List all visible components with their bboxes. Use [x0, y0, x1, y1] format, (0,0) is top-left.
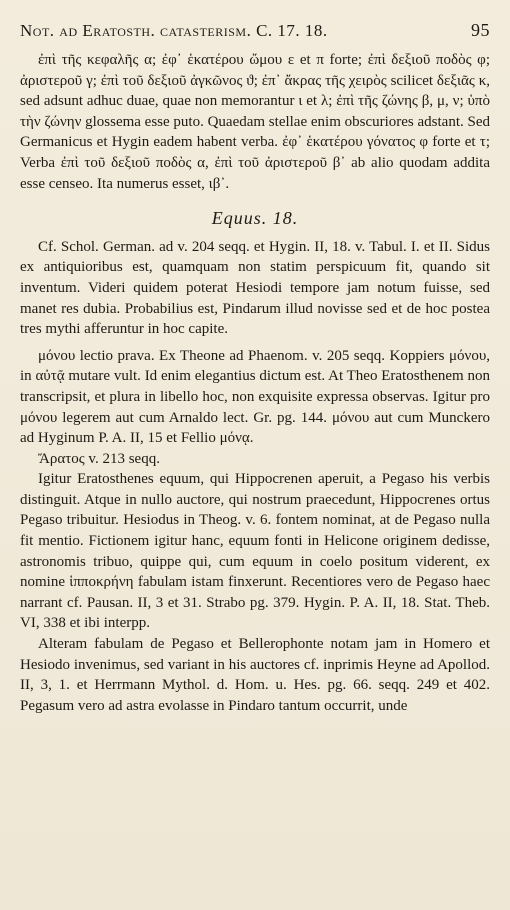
paragraph-eratosthenes: Igitur Eratosthenes equum, qui Hippocrenen aperuit, a Pegaso his verbis distinguit. Atque in nullo auctore, qui nostrum praecedunt, Hippocrenes ortus Pegaso tribuitur. Hesiodus in Theog. v. 6. fontem nominat, at de Pegaso nulla fit mentio. Fictionem igitur hanc, equum fonti in Helicone originem dedisse, astronomis tribuo, quippe qui, cum equum in coelo positum viderent, ex nomine ἱπποκρήνη fabulam istam finxerunt. Recentiores vero de Pegaso haec narrant cf. Pausan. II, 3 et 31. Strabo pg. 379. Hygin. P. A. II, 18. Stat. Theb. VI, 338 et ibi interpp.	[20, 471, 490, 632]
page-number: 95	[471, 20, 490, 40]
section-title: Equus. 18.	[211, 208, 299, 229]
body-text	[20, 50, 490, 716]
running-title: Not. ad Eratosth. catasterism. C. 17. 18.	[20, 21, 328, 40]
paragraph-stars-list: ἐπὶ τῆς κεφαλῆς α; ἐφ᾽ ἑκατέρου ὤμου ε et π forte; ἐπὶ δεξιοῦ ποδὸς φ; ἀριστεροῦ γ; ἐπὶ τοῦ δεξιοῦ ἀγκῶνος ϑ; ἐπ᾽ ἄκρας τῆς χειρὸς scilicet δεξιᾶς κ, sed adsunt adhuc duae, quae non memorantur ι et λ; ἐπὶ τῆς ζώνης β, μ, ν; ὑπὸ τὴν ζώνην glossema esse puto. Quaedam stellae enim obscuriores adstant. Sed Germanicus et Hygin eadem habent verba. ἐφ᾽ ἑκατέρου γόνατος φ forte et τ; Verba ἐπὶ τοῦ δεξιοῦ ποδὸς α, ἐπὶ τοῦ ἀριστεροῦ β᾽ ab alio quodam addita esse censeo. Ita numerus esset, ιβ᾽.	[20, 52, 491, 192]
paragraph-bellerophon: Alteram fabulam de Pegaso et Bellerophonte notam jam in Homero et Hesiodo invenimus, sed variant in his auctores cf. inprimis Heyne ad Apollod. II, 3, 1. et Herrmann Mythol. d. Hom. u. Hes. pg. 66. seqq. 249 et 402. Pegasum vero ad astra evolasse in Pindaro tantum occurrit, unde	[20, 636, 490, 714]
paragraph-intro: Cf. Schol. German. ad v. 204 seqq. et Hygin. II, 18. v. Tabul. I. et II. Sidus ex antiquioribus est, quamquam non statim perspicuum fit, quando sit inventum. Videri quidem poterat Hesiodi tempore jam notum fuisse, sed manet res dubia. Probabilius est, Pindarum illud novisse sed et de hoc postea tres mythi afferuntur in hoc capite.	[20, 238, 490, 338]
running-header	[20, 10, 490, 50]
paragraph-aratos: Ἄρατος v. 213 seqq.	[38, 450, 160, 467]
paragraph-monou: μόνου lectio prava. Ex Theone ad Phaenom. v. 205 seqq. Koppiers μόνου, in αὐτᾷ mutare vult. Id enim elegantius dictum est. At Theo Eratosthenem non transcripsit, et plura in libello hoc, non exquisite expressa observas. Igitur pro μόνου legerem aut cum Arnaldo lect. Gr. pg. 144. μόνου aut cum Munckero ad Hyginum P. A. II, 15 et Fellio μόνᾳ.	[20, 347, 490, 447]
